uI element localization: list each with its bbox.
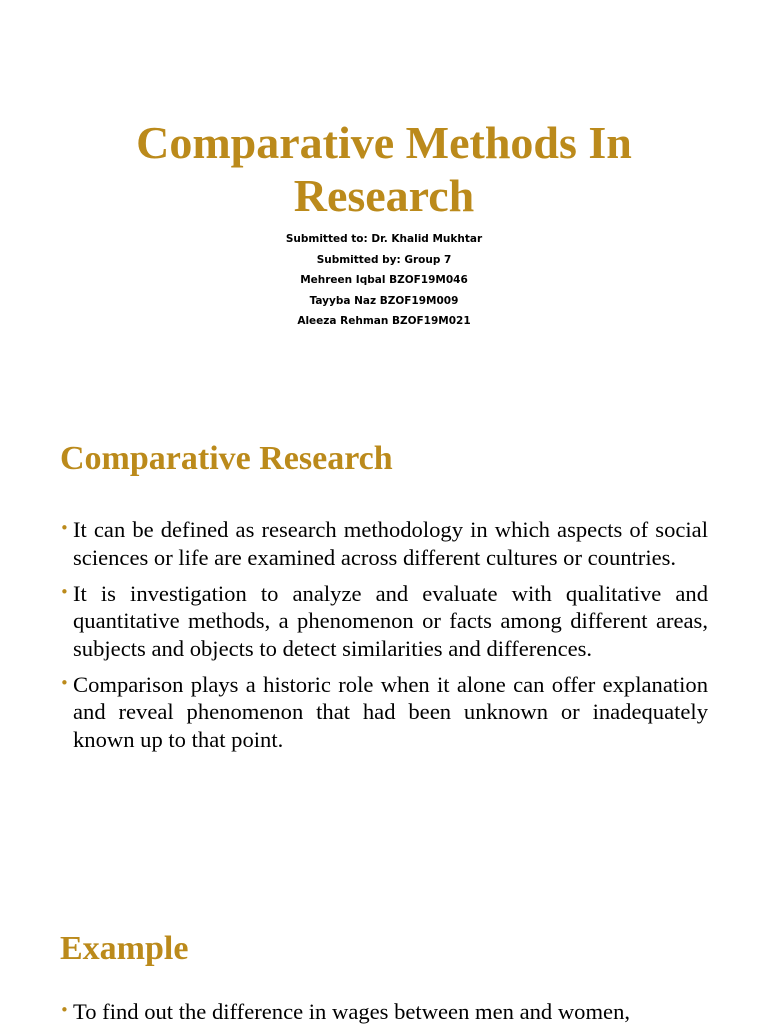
title-slide <box>0 0 768 390</box>
bullet-dot-icon: • <box>60 1001 69 1019</box>
member-line: Mehreen Iqbal BZOF19M046 <box>300 274 468 287</box>
bullet-item <box>60 580 708 663</box>
bullet-text: Comparison plays a historic role when it alone can offer explanation and reveal phenomenon that had been unknown or inadequately known up to that point. <box>73 671 708 752</box>
member-line: Tayyba Naz BZOF19M009 <box>309 294 459 307</box>
submitted-to-line: Submitted to: Dr. Khalid Mukhtar <box>285 233 483 245</box>
submitted-by-line: Submitted by: Group 7 <box>316 253 452 266</box>
bullet-text: It can be defined as research methodology in which aspects of social sciences or life are examined across different cultures or countries. <box>73 517 708 570</box>
bullet-dot-icon: • <box>60 582 69 601</box>
bullet-list <box>60 998 708 1034</box>
bullet-item <box>60 516 708 571</box>
member-line: Aleeza Rehman BZOF19M021 <box>297 315 471 328</box>
bullet-item <box>60 671 708 754</box>
bullet-item <box>60 998 708 1026</box>
bullet-list <box>60 516 708 762</box>
bullet-text: It is investigation to analyze and evaluate with qualitative and quantitative methods, a phenomenon or facts among different areas, subjects and objects to detect similarities and differences. <box>73 580 708 661</box>
bullet-text: To find out the difference in wages between men and women, <box>73 999 631 1024</box>
slide-heading: Example <box>60 930 189 967</box>
example-slide <box>0 885 768 1024</box>
presentation-title: Comparative Methods In Research <box>136 117 632 221</box>
slide-heading: Comparative Research <box>60 440 393 477</box>
comparative-research-slide <box>0 390 768 885</box>
submission-details <box>0 229 768 332</box>
bullet-dot-icon: • <box>60 519 69 537</box>
bullet-dot-icon: • <box>60 673 69 692</box>
